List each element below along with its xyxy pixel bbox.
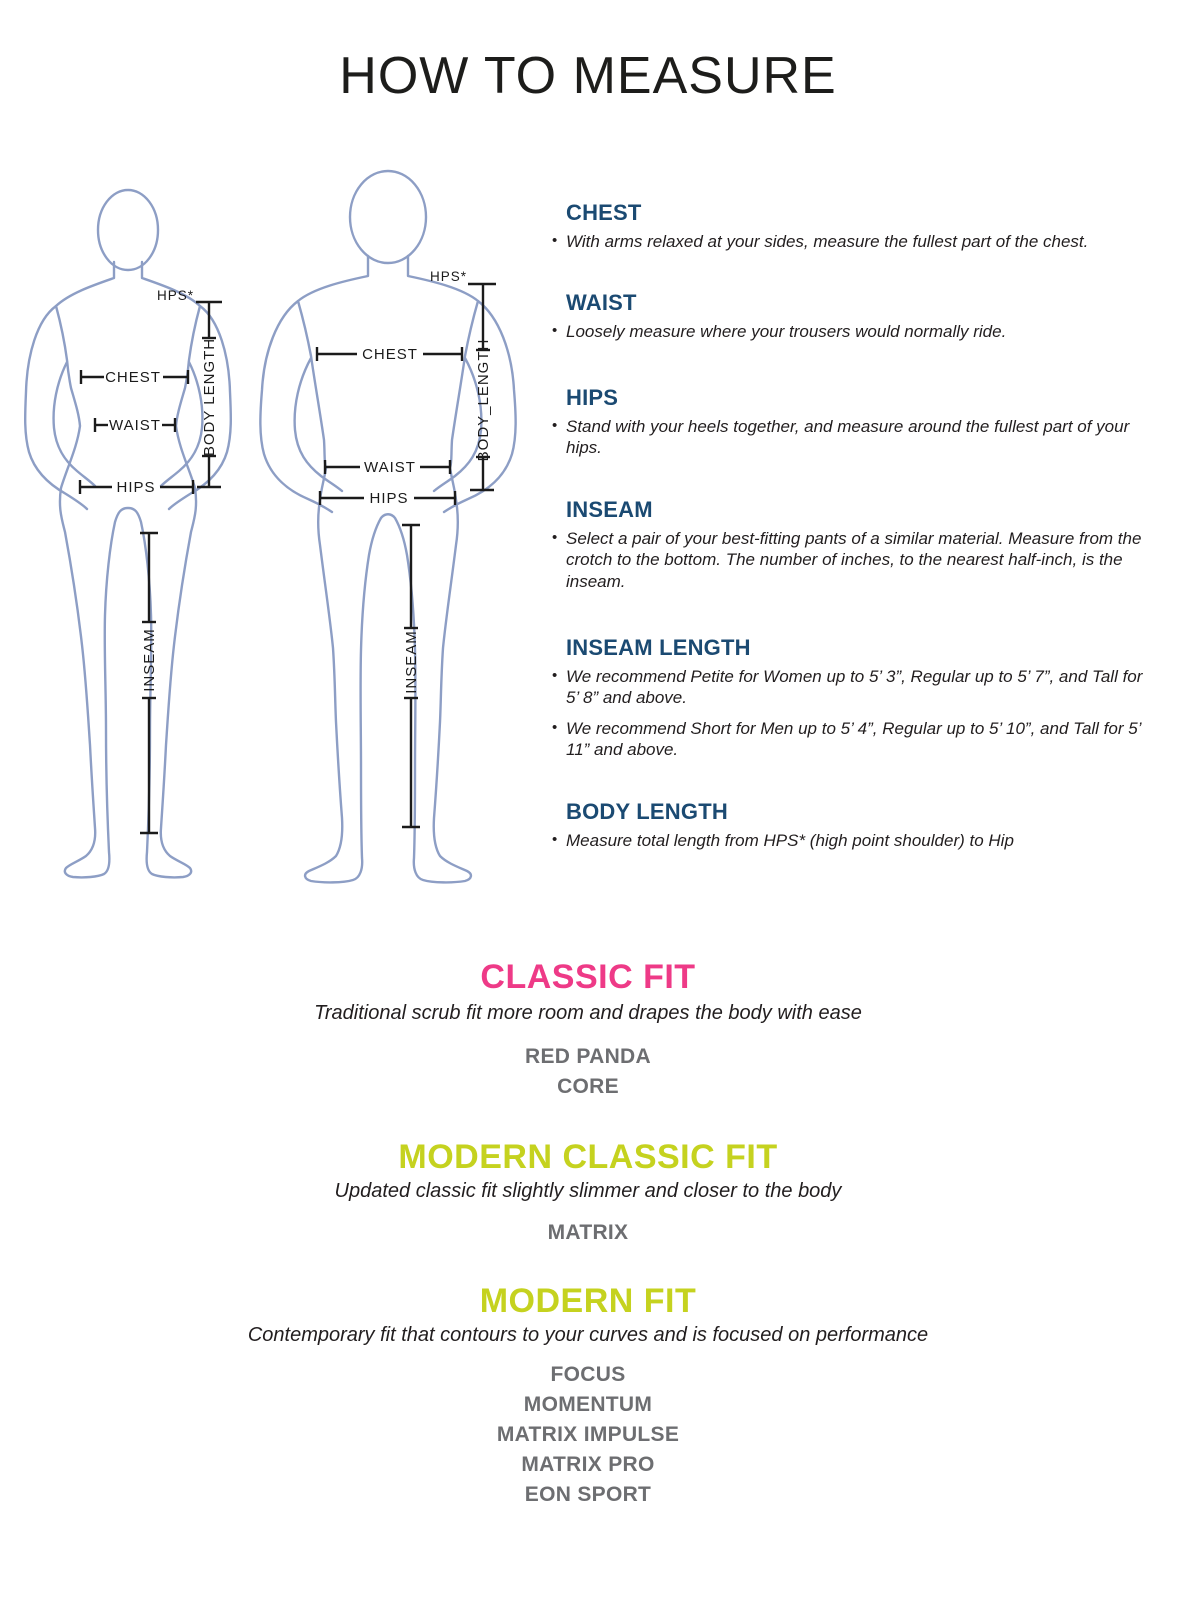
product-line: CORE [557, 1075, 619, 1098]
instruction-body-length [552, 799, 1152, 860]
instruction-bullet: • We recommend Short for Men up to 5’ 4”, Regular up to 5’ 10”, and Tall for 5’ 11” and above. [552, 718, 1152, 761]
female-left-arm-inner-line [54, 362, 95, 486]
product-line: RED PANDA [525, 1045, 651, 1068]
product-line: MATRIX [547, 1221, 629, 1244]
male-hps-label: HPS* [429, 269, 467, 284]
male-hips-label: HIPS [369, 490, 409, 507]
modern-fit-title: MODERN FIT [479, 1282, 697, 1320]
classic-fit-description: Traditional scrub fit more room and drapes the body with ease [314, 1002, 862, 1024]
measurement-lines [80, 284, 496, 833]
male-head-outline [350, 171, 426, 263]
instruction-heading: CHEST [566, 200, 642, 225]
modern-fit-products [0, 1360, 1176, 1510]
instruction-bullet: • Measure total length from HPS* (high point shoulder) to Hip [552, 830, 1152, 851]
instruction-inseam-length [552, 635, 1152, 770]
male-chest-label: CHEST [362, 346, 418, 363]
female-hps-label: HPS* [156, 288, 194, 303]
classic-fit-products [0, 1042, 1176, 1102]
female-waist-label: WAIST [109, 417, 161, 434]
instruction-hips [552, 385, 1152, 468]
instruction-bullet: • Loosely measure where your trousers would normally ride. [552, 321, 1152, 342]
instruction-bullet: • Stand with your heels together, and measure around the fullest part of your hips. [552, 416, 1152, 459]
female-right-arm-outline [169, 306, 231, 509]
instruction-heading: BODY LENGTH [566, 799, 728, 824]
measure-figures-diagram [0, 0, 560, 900]
product-line: MATRIX PRO [521, 1453, 655, 1476]
measurement-labels [105, 269, 492, 694]
instruction-heading: INSEAM [566, 497, 653, 522]
product-line: MATRIX IMPULSE [496, 1423, 680, 1446]
male-body-length-label: BODY_LENGTH [475, 338, 492, 462]
product-line: FOCUS [550, 1363, 626, 1386]
product-line: EON SPORT [524, 1483, 652, 1506]
female-inseam-label: INSEAM [141, 628, 158, 692]
female-hips-label: HIPS [116, 479, 156, 496]
modern-classic-fit-products [0, 1218, 1176, 1248]
male-inseam-label: INSEAM [403, 630, 420, 694]
page-title: HOW TO MEASURE [339, 47, 837, 105]
instruction-heading: WAIST [566, 290, 637, 315]
instruction-waist [552, 290, 1152, 351]
modern-fit-description: Contemporary fit that contours to your curves and is focused on performance [247, 1324, 929, 1346]
female-left-arm-outline [25, 306, 87, 509]
instruction-bullet: • Select a pair of your best-fitting pants of a similar material. Measure from the crotch to the bottom. The number of inches, to the nearest half-inch, is the inseam. [552, 528, 1152, 592]
male-waist-label: WAIST [364, 459, 416, 476]
modern-classic-fit-description: Updated classic fit slightly slimmer and closer to the body [334, 1180, 842, 1202]
instruction-bullet: • With arms relaxed at your sides, measure the fullest part of the chest. [552, 231, 1152, 252]
classic-fit-title: CLASSIC FIT [480, 958, 696, 996]
male-left-arm-inner-line [295, 358, 342, 491]
female-head-outline [98, 190, 158, 270]
female-chest-label: CHEST [105, 369, 161, 386]
product-line: MOMENTUM [523, 1393, 653, 1416]
female-body-outline [56, 262, 200, 877]
modern-classic-fit-title: MODERN CLASSIC FIT [398, 1138, 778, 1176]
instruction-inseam [552, 497, 1152, 601]
instruction-chest [552, 200, 1152, 261]
instruction-bullet: • We recommend Petite for Women up to 5’ 3”, Regular up to 5’ 7”, and Tall for 5’ 8” and above. [552, 666, 1152, 709]
female-body-length-label: BODY LENGTH [201, 337, 218, 457]
instruction-heading: HIPS [566, 385, 619, 410]
instruction-heading: INSEAM LENGTH [566, 635, 751, 660]
